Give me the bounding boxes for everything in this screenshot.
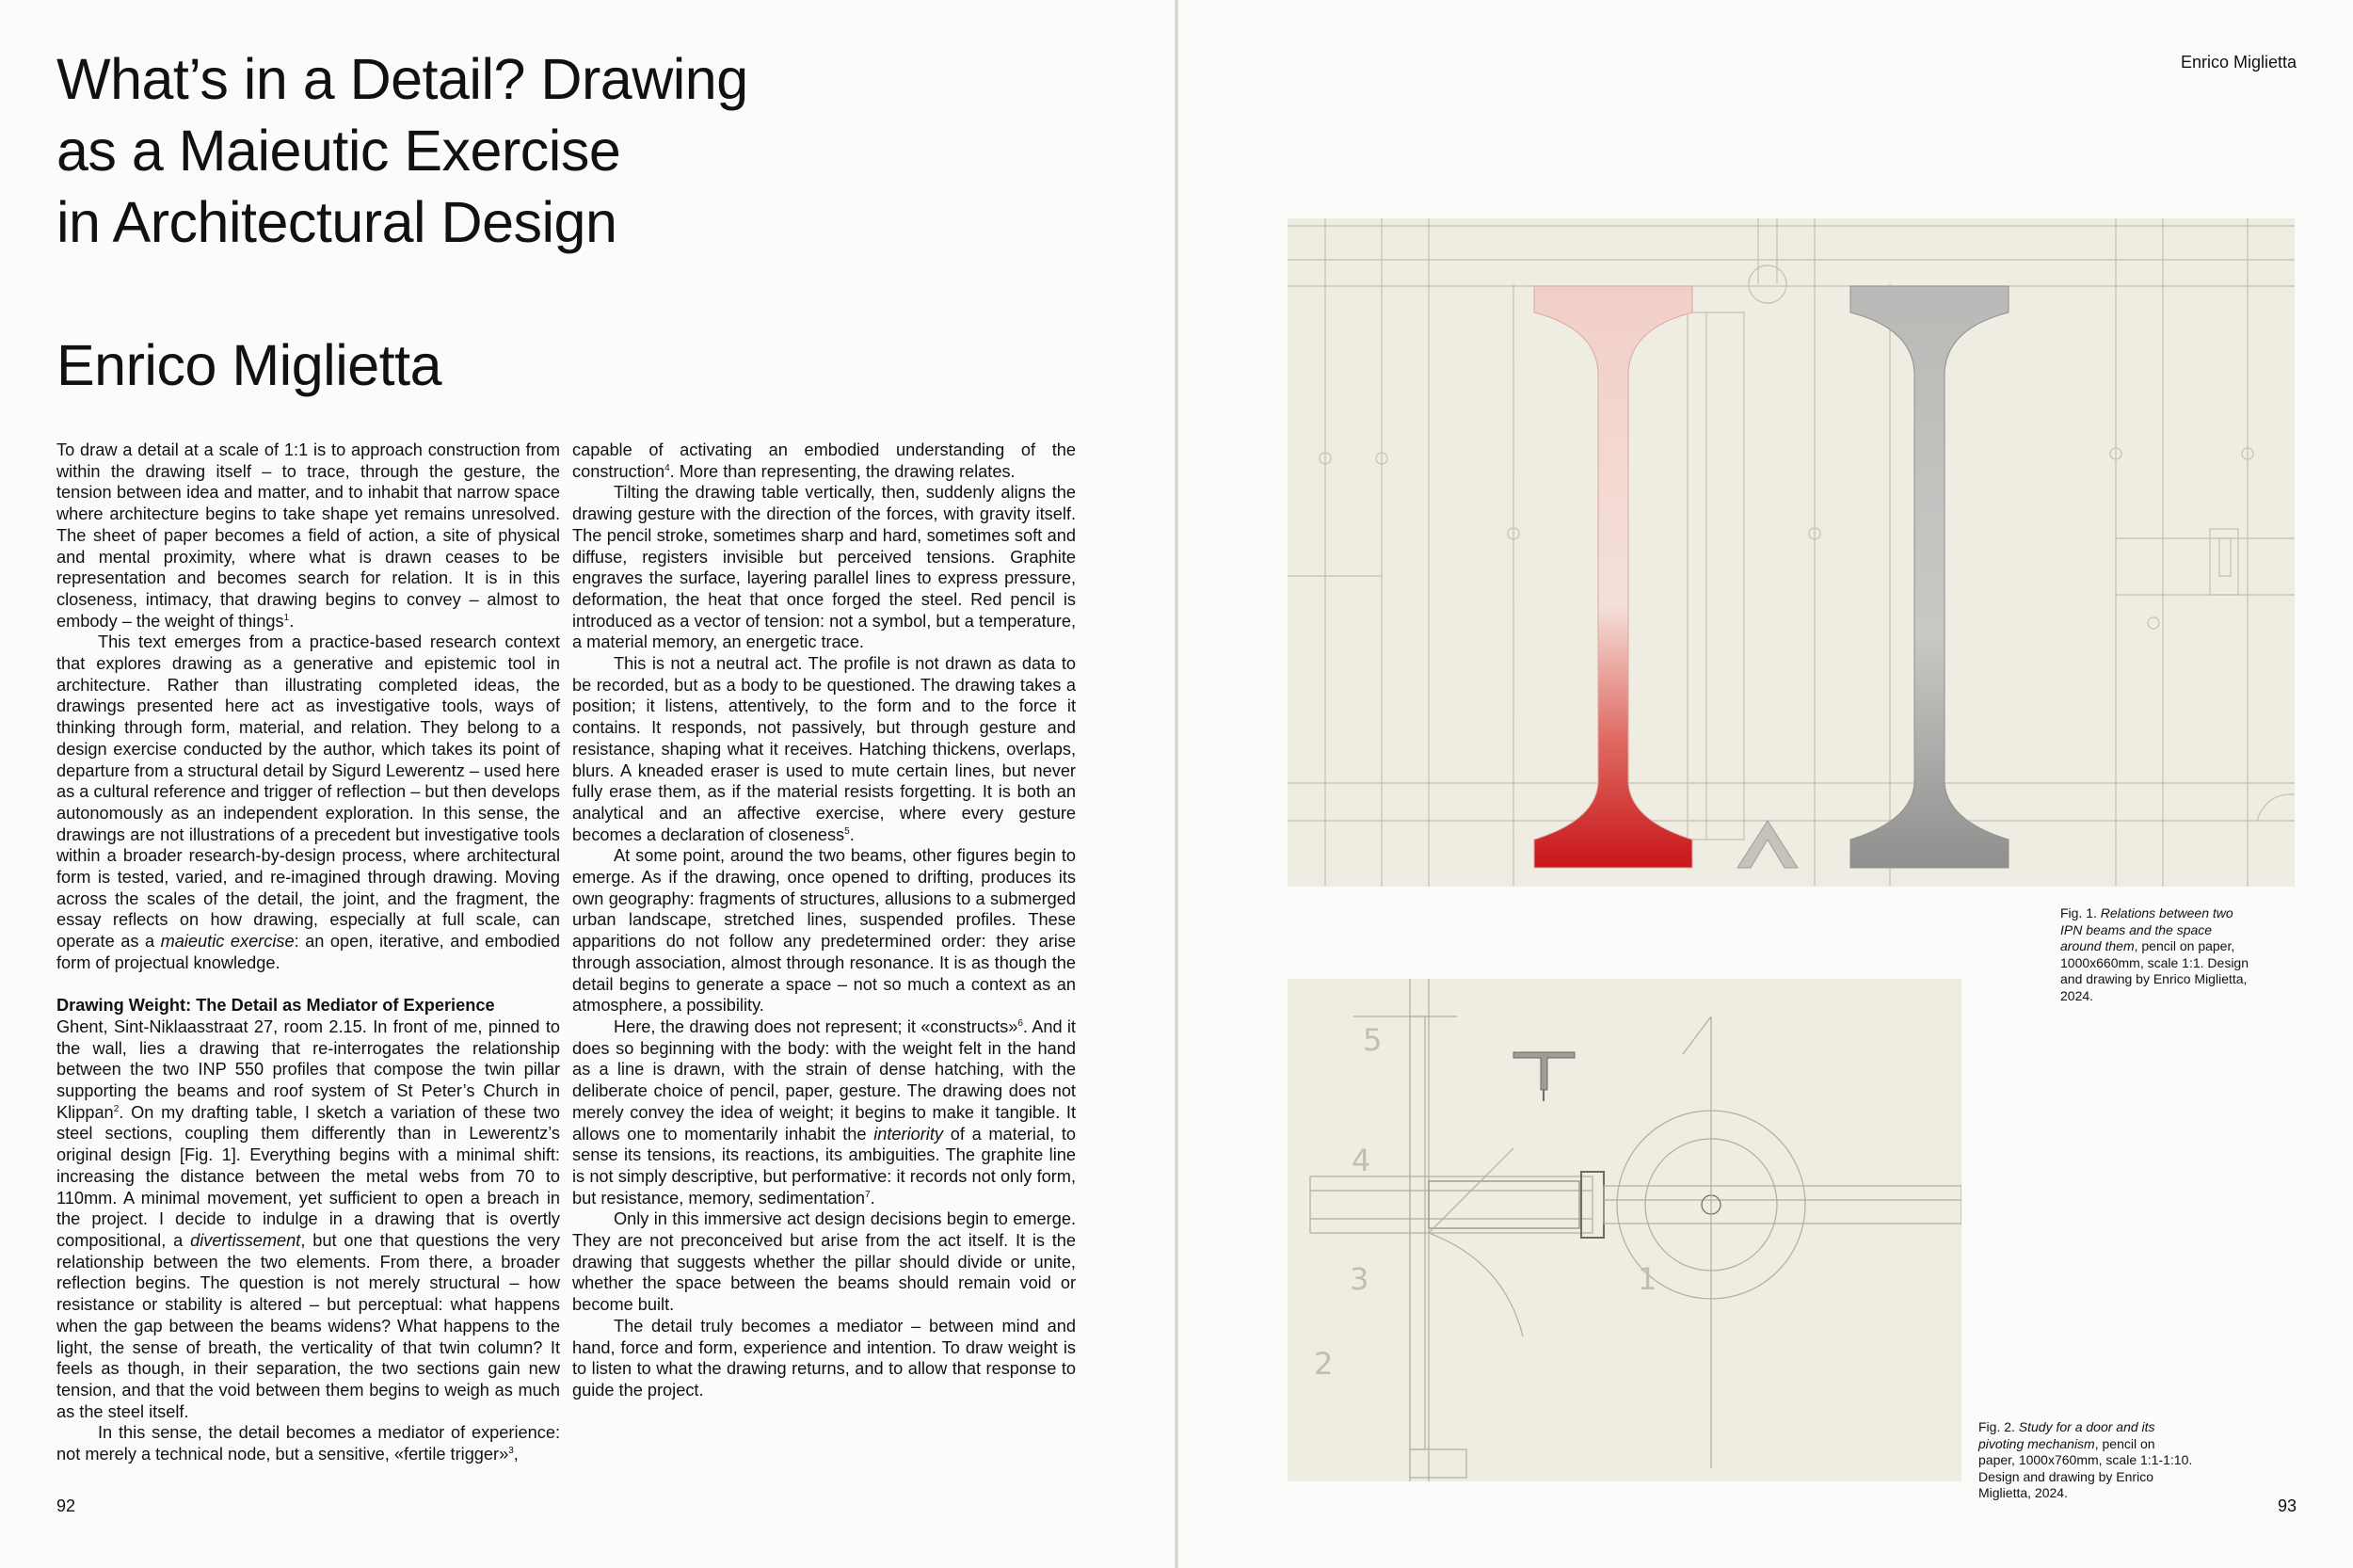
figure-1-svg: [1288, 218, 2295, 887]
fig2-numeral: 4: [1352, 1143, 1371, 1178]
footnote-ref[interactable]: 6: [1017, 1017, 1023, 1029]
left-page: [0, 0, 1175, 1568]
paragraph: capable of activating an embodied understanding of the construction$^4$. More than representing, the drawing relates.: [572, 440, 1076, 481]
article-title: [56, 43, 904, 258]
figure-2-caption: Fig. 2. Study for a door and its pivoting mechanism, pencil on paper, 1000x760mm, scale 1:1-1:10. Design and drawing by Enrico Miglietta, 2024.: [1978, 1419, 2193, 1500]
figure-2-svg: [1288, 979, 1961, 1481]
title-line: in Architectural Design: [56, 190, 617, 254]
footnote-ref[interactable]: 4: [664, 462, 670, 473]
paragraph: Only in this immersive act design decisions begin to emerge. They are not preconceived but arise from the act itself. It is the drawing that suggests whether the pillar should divide or unite, whether the space between the beams should remain void or become built.: [572, 1209, 1076, 1315]
title-line: as a Maieutic Exercise: [56, 119, 621, 183]
footnote-ref[interactable]: 5: [844, 825, 850, 837]
text-column-2: [572, 440, 1076, 1401]
paragraph: To draw a detail at a scale of 1:1 is to approach construction from within the drawing itself – to trace, through the gesture, the tension between idea and matter, and to inhabit that narrow space where architecture begins to take shape yet remains unresolved. The sheet of paper becomes a field of action, a site of physical and mental proximity, where what is drawn ceases to be representation and becomes search for relation. It is in this closeness, intimacy, that drawing begins to convey – almost to embody – the weight of things$^1$.: [56, 440, 560, 631]
footnote-ref[interactable]: 2: [113, 1103, 120, 1114]
section-heading: Drawing Weight: The Detail as Mediator of Experience: [56, 996, 495, 1016]
figure-1-ipn-beams-drawing: [1288, 218, 2295, 887]
fig2-numeral: 1: [1638, 1261, 1657, 1297]
fig2-numeral: 5: [1363, 1022, 1383, 1058]
paragraph: At some point, around the two beams, other figures begin to emerge. As if the drawing, once opened to drifting, produces its own geography: fragments of structures, allusions to a submerged urban landscape, stretched lines, suspended profiles. These apparitions do not follow any predetermined order: they arise through association, almost through resonance. It is as though the detail begins to generate a space – not so much a context as an atmosphere, a possibility.: [572, 846, 1076, 1016]
paragraph: In this sense, the detail becomes a mediator of experience: not merely a technical node, but a sensitive, «fertile trigger»$^3$,: [56, 1423, 560, 1464]
running-head: Enrico Miglietta: [2180, 53, 2297, 72]
footnote-ref[interactable]: 3: [508, 1445, 514, 1456]
text-column-1: [56, 440, 560, 1465]
footnote-ref[interactable]: 7: [865, 1189, 871, 1200]
paragraph: This text emerges from a practice-based research context that explores drawing as a generative and epistemic tool in architecture. Rather than illustrating completed ideas, the drawings presented here act as investigative tools, ways of thinking through form, material, and relation. They belong to a design exercise conducted by the author, which takes its point of departure from a structural detail by Sigurd Lewerentz – used here as a cultural reference and trigger of reflection – but then develops autonomously as an independent exploration. In this sense, the drawings are not illustrations of a precedent but investigative tools within a broader research-by-design process, where architectural form is tested, varied, and re-imagined through drawing. Moving across the scales of the detail, the joint, and the fragment, the essay reflects on how drawing, especially at full scale, can operate as a maieutic exercise: an open, iterative, and embodied form of projectual knowledge.: [56, 632, 560, 972]
title-line: What’s in a Detail? Drawing: [56, 47, 748, 111]
paragraph: Tilting the drawing table vertically, then, suddenly aligns the drawing gesture with the direction of the forces, with gravity itself. The pencil stroke, sometimes sharp and hard, sometimes soft and diffuse, registers invisible but perceived tensions. Graphite engraves the surface, layering parallel lines to express pressure, deformation, the heat that once forged the steel. Red pencil is introduced as a vector of tension: not a symbol, but a temperature, a material memory, an energetic trace.: [572, 483, 1076, 652]
fig2-numeral: 3: [1350, 1261, 1369, 1297]
page-number: 92: [56, 1496, 76, 1515]
paragraph: This is not a neutral act. The profile is not drawn as data to be recorded, but as a body to be questioned. The drawing takes a position; it listens, attentively, to the form and to the force it contains. It responds, not passively, but through gesture and resistance, shaping what it receives. Hatching thickens, overlaps, blurs. A kneaded eraser is used to mute certain lines, but never fully erase them, as if the material resists forgetting. It is both an analytical and an affective exercise, where every gesture becomes a declaration of closeness$^5$.: [572, 654, 1076, 844]
right-page: [1178, 0, 2353, 1568]
figure-1-caption: Fig. 1. Relations between two IPN beams and the space around them, pencil on paper, 1000x660mm, scale 1:1. Design and drawing by Enrico Miglietta, 2024.: [2060, 905, 2249, 1003]
paragraph: Here, the drawing does not represent; it «constructs»$^6$. And it does so beginning with the body: with the weight felt in the hand as a line is drawn, with the strain of dense hatching, with the deliberate choice of pencil, paper, gesture. The drawing does not merely convey the idea of weight; it begins to make it tangible. It allows one to momentarily inhabit the interiority of a material, to sense its tensions, its reactions, its ambiguities. The graphite line is not simply descriptive, but performative: it records not only form, but resistance, memory, sedimentation$^7$.: [572, 1016, 1077, 1208]
fig2-numeral: 2: [1314, 1346, 1334, 1382]
figure-2-door-pivot-drawing: [1288, 979, 1961, 1481]
footnote-ref[interactable]: 1: [283, 612, 290, 623]
paragraph: Ghent, Sint-Niklaasstraat 27, room 2.15. In front of me, pinned to the wall, lies a drawing that re-interrogates the relationship between the two INP 550 profiles that compose the twin pillar supporting the beams and roof system of St Peter’s Church in Klippan$^2$. On my drafting table, I sketch a variation of these two steel sections, coupling them differently than in Lewerentz’s original design [Fig. 1]. Everything begins with a minimal shift: increasing the distance between the metal webs from 70 to 110mm. A minimal movement, yet sufficient to open a breach in the project. I decide to indulge in a drawing that is overtly compositional, a divertissement, but one that questions the very relationship between the two elements. From there, a broader reflection begins. The question is not merely structural – how resistance or stability is altered – but perceptual: what happens when the gap between the beams widens? What happens to the light, the sense of breath, the verticality of that twin column? It feels as though, in their separation, the two sections gain new tension, and that the void between them begins to weigh as much as the steel itself.: [56, 1016, 560, 1421]
page-number: 93: [2277, 1496, 2297, 1515]
paragraph: The detail truly becomes a mediator – between mind and hand, force and form, experience and intention. To draw weight is to listen to what the drawing returns, and to allow that response to guide the project.: [572, 1316, 1076, 1400]
author-name: Enrico Miglietta: [56, 333, 441, 397]
